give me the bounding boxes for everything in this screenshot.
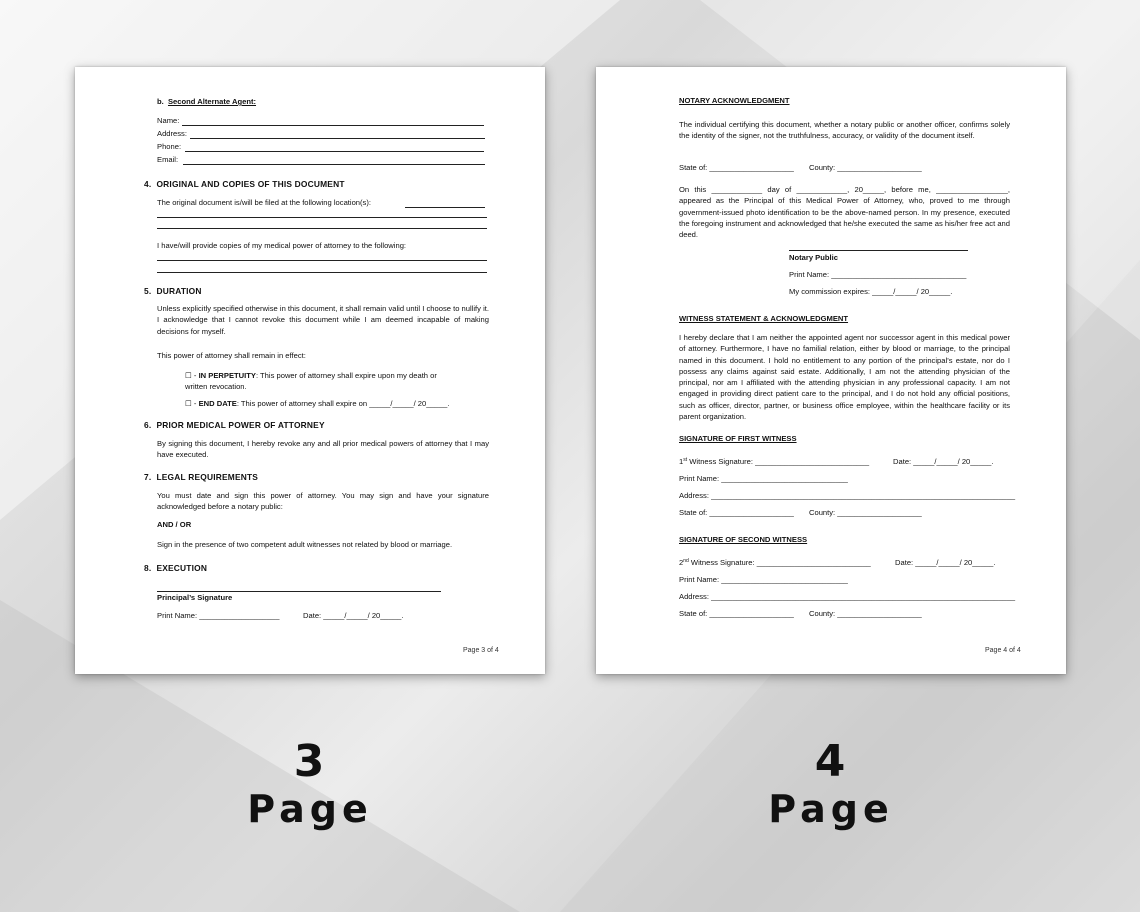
notary-state-field[interactable]: State of: ____________________: [679, 163, 794, 172]
principal-print-name[interactable]: Print Name: ___________________: [157, 611, 280, 620]
copies-line-2[interactable]: [157, 272, 487, 273]
page-number: Page 4 of 4: [985, 647, 1021, 654]
email-field-line[interactable]: [183, 164, 485, 165]
page-3-word: Page: [247, 787, 373, 831]
section-title: ORIGINAL AND COPIES OF THIS DOCUMENT: [156, 179, 345, 189]
page-4-caption: [711, 736, 951, 831]
option-label: END DATE: [198, 399, 237, 408]
section-number: 5.: [144, 286, 152, 296]
notary-heading: NOTARY ACKNOWLEDGMENT: [679, 96, 790, 105]
section-number: 8.: [144, 563, 152, 573]
email-field-label: Email:: [157, 155, 179, 164]
page-3-caption: [190, 736, 430, 831]
name-field-line[interactable]: [182, 125, 484, 126]
checkbox-icon[interactable]: ☐ -: [185, 371, 199, 380]
filing-location-line[interactable]: [405, 207, 485, 208]
witness-statement-heading: WITNESS STATEMENT & ACKNOWLEDGMENT: [679, 314, 849, 323]
section-title: Second Alternate Agent:: [167, 97, 257, 106]
notary-commission-expires[interactable]: My commission expires: _____/_____/ 20_____.: [789, 287, 953, 296]
first-witness-heading: SIGNATURE OF FIRST WITNESS: [679, 434, 797, 443]
document-page-3: [75, 67, 545, 674]
notary-intro-paragraph: The individual certifying this document, whether a notary public or another officer, confirms solely the identity of the signer, not the truthfulness, accuracy, or validity of the document itself.: [679, 120, 1010, 141]
copies-line-1[interactable]: [157, 260, 487, 261]
list-marker: b.: [157, 97, 164, 106]
page-3-number: 3: [293, 736, 327, 787]
copies-text: I have/will provide copies of my medical power of attorney to the following:: [157, 241, 407, 250]
document-page-4: [596, 67, 1066, 674]
principal-date[interactable]: Date: _____/_____/ 20_____.: [303, 611, 404, 620]
phone-field-line[interactable]: [185, 151, 484, 152]
section-title: DURATION: [156, 286, 202, 296]
ordinal-suffix: nd: [683, 558, 689, 564]
and-or-label: AND / OR: [157, 520, 192, 529]
second-alternate-agent-heading: [157, 96, 256, 108]
option-end-date[interactable]: [185, 398, 449, 410]
option-text: : This power of attorney shall expire upon my death or: [255, 371, 437, 380]
option-text: : This power of attorney shall expire on _____/_____/ 20_____.: [236, 399, 450, 408]
second-witness-heading: SIGNATURE OF SECOND WITNESS: [679, 535, 808, 544]
witness-requirement-text: Sign in the presence of two competent adult witnesses not related by blood or marriage.: [157, 540, 453, 549]
section-number: 7.: [144, 472, 152, 482]
notary-acknowledgment-paragraph: On this ____________ day of ____________, 20_____, before me, _________________, appeared as the Principal of this Medical Power of Attorney, who, proved to me through government-issued photo identification to be the above-named person. In my presence, executed the foregoing instrument and acknowledged that he/she executed the same as his/her free act and deed.: [679, 185, 1010, 240]
second-witness-print-name[interactable]: Print Name: ______________________________: [679, 575, 848, 584]
second-witness-signature[interactable]: [679, 557, 871, 569]
page-4-number: 4: [814, 736, 848, 787]
ordinal-number: 2: [679, 558, 684, 567]
section-4-heading: [144, 179, 345, 189]
name-field-label: Name:: [157, 116, 180, 125]
first-witness-address[interactable]: Address: ________________________________________________________________________: [679, 491, 1016, 500]
section-title: LEGAL REQUIREMENTS: [156, 472, 259, 482]
section-number: 4.: [144, 179, 152, 189]
notary-print-name[interactable]: Print Name: ________________________________: [789, 270, 967, 279]
phone-field-label: Phone:: [157, 142, 182, 151]
first-witness-signature[interactable]: [679, 456, 869, 468]
signature-field: Witness Signature: ___________________________: [687, 457, 870, 466]
notary-signature-line[interactable]: [789, 250, 968, 251]
section-8-heading: [144, 563, 207, 573]
option-in-perpetuity-cont: written revocation.: [185, 382, 247, 391]
section-title: PRIOR MEDICAL POWER OF ATTORNEY: [156, 420, 325, 430]
duration-effect-text: This power of attorney shall remain in effect:: [157, 351, 306, 360]
option-label: IN PERPETUITY: [198, 371, 256, 380]
section-5-heading: [144, 286, 202, 296]
first-witness-county[interactable]: County: ____________________: [809, 508, 922, 517]
checkbox-icon[interactable]: ☐ -: [185, 399, 199, 408]
signature-field: Witness Signature: ___________________________: [688, 558, 871, 567]
address-field-line[interactable]: [190, 138, 485, 139]
first-witness-print-name[interactable]: Print Name: ______________________________: [679, 474, 848, 483]
ordinal-number: 1: [679, 457, 684, 466]
filing-location-line-2[interactable]: [157, 217, 487, 218]
first-witness-state[interactable]: State of: ____________________: [679, 508, 794, 517]
filing-location-line-3[interactable]: [157, 228, 487, 229]
notary-county-field[interactable]: County: ____________________: [809, 163, 922, 172]
section-7-heading: [144, 472, 258, 482]
second-witness-county[interactable]: County: ____________________: [809, 609, 922, 618]
section-6-heading: [144, 420, 325, 430]
section-number: 6.: [144, 420, 152, 430]
page-4-word: Page: [768, 787, 894, 831]
second-witness-date[interactable]: Date: _____/_____/ 20_____.: [895, 558, 996, 567]
principal-signature-label: Principal’s Signature: [157, 593, 233, 602]
duration-paragraph: Unless explicitly specified otherwise in this document, it shall remain valid until I choose to nullify it. I acknowledge that I cannot revoke this document while I am deemed incapable of making decisions for myself.: [157, 304, 489, 336]
filing-location-text: The original document is/will be filed at the following location(s):: [157, 198, 371, 207]
second-witness-state[interactable]: State of: ____________________: [679, 609, 794, 618]
notary-public-label: Notary Public: [789, 253, 838, 262]
first-witness-date[interactable]: Date: _____/_____/ 20_____.: [893, 457, 994, 466]
witness-statement-paragraph: I hereby declare that I am neither the appointed agent nor successor agent in this medical power of attorney. Furthermore, I have no familial relation, either by blood or marriage, to the principal named in this document. I hold no entitlement to any portion of the principal’s estate, nor do I possess any claims against said estate. Additionally, I am not the attending physician of the principal, nor am I affiliated with the attending physician in any professional capacity. I am not engaged in providing direct patient care to the principal, and I do not hold any official positions, such as officer, director, partner, or business office employee, within the healthcare facility or its parent organization.: [679, 333, 1010, 422]
section-title: EXECUTION: [156, 563, 208, 573]
address-field-label: Address:: [157, 129, 187, 138]
page-number: Page 3 of 4: [463, 647, 499, 654]
prior-poa-paragraph: By signing this document, I hereby revoke any and all prior medical powers of attorney that I may have executed.: [157, 439, 489, 460]
ordinal-suffix: st: [683, 457, 688, 463]
second-witness-address[interactable]: Address: ________________________________________________________________________: [679, 592, 1016, 601]
legal-requirements-paragraph: You must date and sign this power of attorney. You may sign and have your signature acknowledged before a notary public:: [157, 491, 489, 512]
